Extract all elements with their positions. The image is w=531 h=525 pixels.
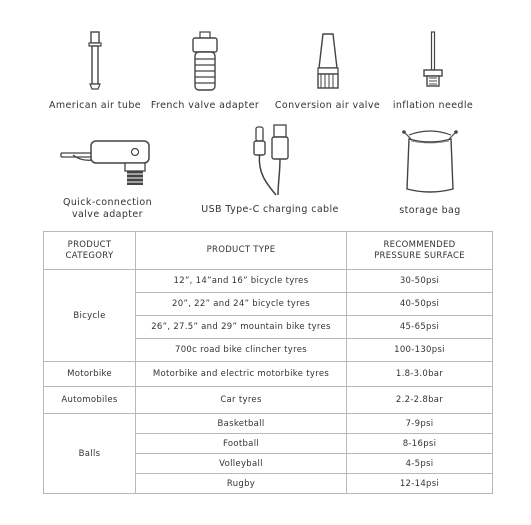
type-cell: Motorbike and electric motorbike tyres [136,362,347,387]
table-row [44,387,493,414]
type-cell: Volleyball [136,454,347,474]
type-cell: 12”, 14”and 16” bicycle tyres [136,270,347,293]
accessory-usb-c-cable [195,121,345,216]
category-cell: Bicycle [44,270,136,362]
table-row [44,414,493,434]
accessory-label: Quick-connection valve adapter [62,197,153,220]
accessory-label: inflation needle [392,100,474,111]
inflation-needle-icon [418,30,448,94]
storage-bag-icon [395,121,465,199]
type-cell: Basketball [136,414,347,434]
accessory-label: French valve adapter [150,100,260,111]
pressure-cell: 1.8-3.0bar [347,362,493,387]
type-cell: Football [136,434,347,454]
accessory-label: storage bag [399,205,461,216]
type-cell: Car tyres [136,387,347,414]
type-cell: 26”, 27.5” and 29” mountain bike tyres [136,316,347,339]
pressure-cell: 30-50psi [347,270,493,293]
header-pressure: RECOMMENDED PRESSURE SURFACE [347,232,493,270]
type-cell: 20”, 22” and 24” bicycle tyres [136,293,347,316]
accessory-quick-connection-valve-adapter [40,131,175,221]
pressure-cell: 100-130psi [347,339,493,362]
american-air-tube-icon [80,30,110,94]
accessory-french-valve-adapter [150,30,260,112]
french-valve-adapter-icon [185,30,225,94]
accessory-storage-bag [380,121,480,217]
pressure-cell: 7-9psi [347,414,493,434]
pressure-cell: 4-5psi [347,454,493,474]
category-cell: Automobiles [44,387,136,414]
category-cell: Motorbike [44,362,136,387]
type-cell: Rugby [136,474,347,494]
quick-connection-adapter-icon [53,131,163,191]
accessory-conversion-air-valve [270,30,385,112]
header-product-type: PRODUCT TYPE [136,232,347,270]
category-cell: Balls [44,414,136,494]
pressure-cell: 8-16psi [347,434,493,454]
type-cell: 700c road bike clincher tyres [136,339,347,362]
usb-cable-icon [240,121,300,199]
header-product-category: PRODUCT CATEGORY [44,232,136,270]
table-row [44,362,493,387]
accessory-label: USB Type-C charging cable [201,204,339,215]
pressure-cell: 40-50psi [347,293,493,316]
accessory-label: Conversion air valve [274,100,381,111]
table-row [44,270,493,293]
table-header-row [44,232,493,270]
accessory-inflation-needle [383,30,483,112]
pressure-table [43,231,493,494]
accessory-american-air-tube [40,30,150,112]
conversion-air-valve-icon [308,30,348,94]
accessory-label: American air tube [48,100,142,111]
pressure-cell: 2.2-2.8bar [347,387,493,414]
pressure-cell: 12-14psi [347,474,493,494]
pressure-cell: 45-65psi [347,316,493,339]
